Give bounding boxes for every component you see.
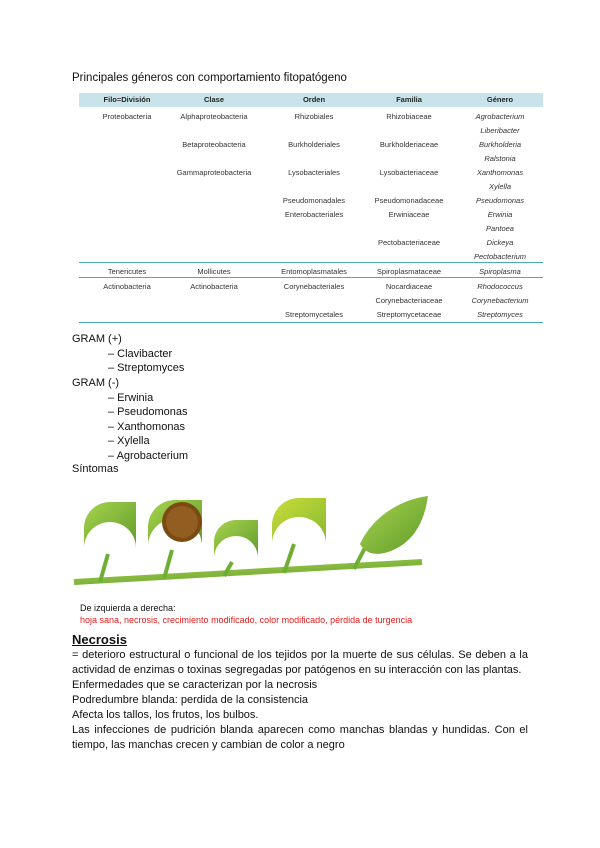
- table-cell: Rhizobiaceae: [386, 112, 432, 121]
- table-cell: Pantoea: [486, 224, 514, 233]
- table-cell: Pectobacteriaceae: [377, 238, 441, 247]
- table-cell: Ralstonia: [484, 154, 516, 163]
- paragraph: Afecta los tallos, los frutos, los bulbos.: [72, 709, 259, 721]
- paragraph: = deterioro estructural o funcional de los tejidos por la muerte de sus células. Se deben a la actividad de enzimas o toxinas segregadas por patógenos en su interacción con las plantas.: [72, 649, 528, 676]
- paragraph: Enfermedades que se caracterizan por la necrosis: [72, 679, 318, 691]
- table-cell: Streptomyces: [477, 310, 523, 319]
- symptoms-caption-list: hoja sana, necrosis, crecimiento modificado, color modificado, pérdida de turgencia: [80, 615, 413, 625]
- table-header-cell: Clase: [203, 95, 225, 104]
- table-cell: Rhodococcus: [477, 282, 523, 291]
- table-cell: Spiroplasma: [479, 267, 521, 276]
- list-item: – Streptomyces: [108, 362, 185, 374]
- table-cell: Erwinia: [487, 210, 513, 219]
- table-cell: Agrobacterium: [475, 112, 525, 121]
- table-cell: Xylella: [488, 182, 512, 191]
- page-title: Principales géneros con comportamiento fitopatógeno: [72, 72, 347, 84]
- table-header-row: [79, 93, 543, 107]
- list-item: – Agrobacterium: [108, 449, 189, 462]
- healthy-leaf: [84, 502, 136, 582]
- table-cell: Streptomycetales: [285, 310, 343, 319]
- table-cell: Mollicutes: [197, 267, 231, 276]
- list-item: – Clavibacter: [108, 347, 173, 360]
- necrosis-leaf: [148, 500, 202, 579]
- table-cell: Lysobacteriales: [288, 168, 340, 177]
- table-cell: Nocardiaceae: [385, 282, 433, 291]
- table-cell: Gammaproteobacteria: [176, 168, 252, 177]
- table-cell: Burkholderiaceae: [379, 140, 439, 149]
- table-cell: Entomoplasmatales: [281, 267, 347, 276]
- table-cell: Pectobacterium: [473, 252, 527, 261]
- table-cell: Corynebacteriaceae: [375, 296, 443, 305]
- gram-positive-heading: GRAM (+): [72, 333, 122, 345]
- table-cell: Actinobacteria: [103, 282, 151, 291]
- table-divider: [79, 277, 543, 278]
- table-divider: [79, 262, 543, 263]
- table-cell: Tenericutes: [107, 267, 147, 276]
- table-cell: Streptomycetaceae: [376, 310, 442, 319]
- table-divider: [79, 322, 543, 323]
- table-cell: Burkholderiales: [288, 140, 340, 149]
- table-header-cell: Familia: [396, 95, 422, 104]
- table-cell: Erwiniaceae: [388, 210, 430, 219]
- symptoms-caption-intro: De izquierda a derecha:: [80, 603, 176, 613]
- table-cell: Actinobacteria: [190, 282, 238, 291]
- list-item: – Xylella: [108, 435, 150, 447]
- paragraph: Podredumbre blanda: perdida de la consistencia: [72, 694, 309, 706]
- table-cell: Pseudomonadaceae: [374, 196, 444, 205]
- list-item: – Erwinia: [108, 391, 154, 404]
- table-cell: Betaproteobacteria: [182, 140, 246, 149]
- list-item: – Xanthomonas: [108, 420, 186, 433]
- table-cell: Corynebacteriales: [283, 282, 345, 291]
- necrosis-body: [72, 648, 528, 753]
- table-cell: Liberibacter: [480, 126, 520, 135]
- list-item: – Pseudomonas: [108, 406, 188, 418]
- symptoms-title: Síntomas: [72, 463, 119, 475]
- table-cell: Enterobacteriales: [284, 210, 344, 219]
- gram-negative-heading: GRAM (-): [72, 377, 120, 389]
- gram-negative-list: [72, 376, 188, 463]
- stem: [74, 562, 422, 582]
- table-cell: Proteobacteria: [102, 112, 152, 121]
- table-cell: Dickeya: [486, 238, 514, 247]
- necrosis-heading: Necrosis: [72, 632, 127, 647]
- table-cell: Rhizobiales: [294, 112, 334, 121]
- table-header-cell: Género: [486, 95, 514, 104]
- table-cell: Xanthomonas: [476, 168, 524, 177]
- table-header-cell: Filo=División: [103, 95, 151, 104]
- table-cell: Lysobacteriaceae: [379, 168, 439, 177]
- table-cell: Pseudomonas: [476, 196, 524, 205]
- table-cell: Alphaproteobacteria: [180, 112, 248, 121]
- modified-growth-leaf: [214, 520, 258, 576]
- table-cell: Pseudomonadales: [282, 196, 346, 205]
- turgor-loss-leaf: [354, 496, 428, 569]
- table-cell: Burkholderia: [478, 140, 522, 149]
- paragraph: Las infecciones de pudrición blanda aparecen como manchas blandas y hundidas. Con el tiempo, las manchas crecen y cambian de color a negro: [72, 724, 528, 751]
- genera-table: [79, 93, 543, 323]
- color-modified-leaf: [272, 498, 326, 573]
- table-header-cell: Orden: [302, 95, 326, 104]
- table-cell: Spiroplasmataceae: [376, 267, 442, 276]
- gram-positive-list: [72, 332, 184, 376]
- table-cell: Corynebacterium: [471, 296, 529, 305]
